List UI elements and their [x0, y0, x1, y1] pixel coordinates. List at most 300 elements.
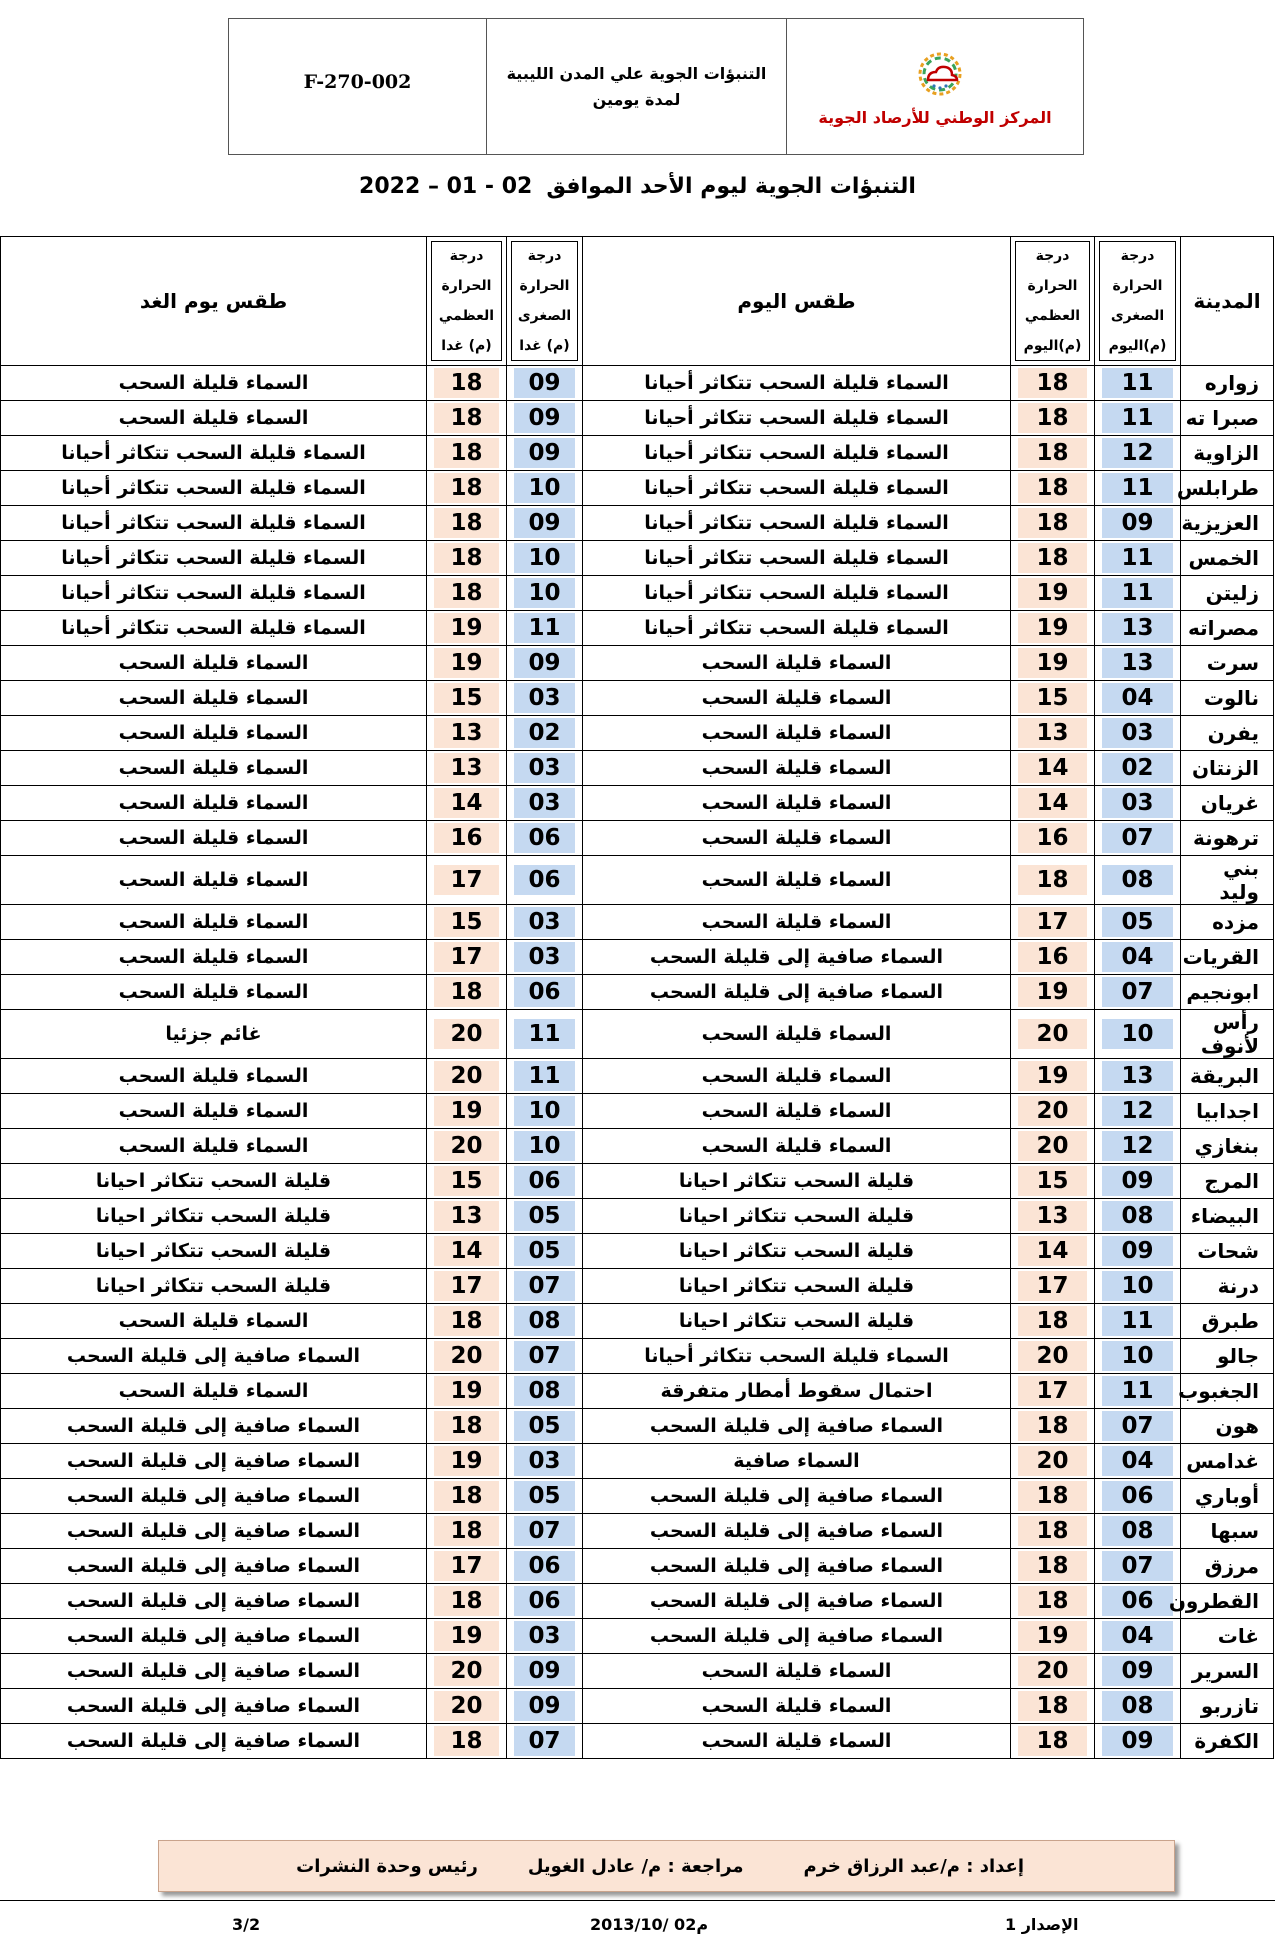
cell-min-today-value: 12	[1102, 438, 1173, 468]
cell-min-today	[1095, 1409, 1181, 1444]
cell-max-tomorrow	[427, 1549, 507, 1584]
cell-min-today-value: 02	[1102, 753, 1173, 783]
cell-min-today	[1095, 1199, 1181, 1234]
cell-max-today-value: 18	[1018, 865, 1087, 895]
organization-box	[787, 19, 1083, 154]
col-min-today	[1095, 237, 1181, 366]
cell-city: المرج	[1181, 1164, 1274, 1199]
cell-min-tomorrow	[507, 1339, 583, 1374]
cell-min-today	[1095, 576, 1181, 611]
cell-min-today-value: 07	[1102, 1551, 1173, 1581]
cell-min-tomorrow	[507, 975, 583, 1010]
col-label-part: الحرارة	[441, 278, 492, 294]
cell-weather-today: السماء صافية إلى قليلة السحب	[583, 1619, 1011, 1654]
cell-max-today	[1011, 646, 1095, 681]
cell-min-tomorrow-value: 05	[514, 1481, 575, 1511]
cell-min-today-value: 11	[1102, 543, 1173, 573]
cell-max-tomorrow	[427, 1619, 507, 1654]
cell-min-tomorrow	[507, 1269, 583, 1304]
cell-weather-tomorrow: غائم جزئيا	[1, 1010, 427, 1059]
cell-min-today-value: 04	[1102, 942, 1173, 972]
cell-min-today	[1095, 716, 1181, 751]
cell-min-tomorrow-value: 09	[514, 438, 575, 468]
cell-min-tomorrow	[507, 1304, 583, 1339]
cell-max-today	[1011, 1444, 1095, 1479]
cell-city: ابونجيم	[1181, 975, 1274, 1010]
cell-city: طبرق	[1181, 1304, 1274, 1339]
cell-max-today	[1011, 681, 1095, 716]
cell-min-today-value: 11	[1102, 403, 1173, 433]
bulletin-unit-head: رئيس وحدة النشرات	[296, 1855, 478, 1877]
cell-min-tomorrow-value: 02	[514, 718, 575, 748]
cell-min-tomorrow-value: 10	[514, 1131, 575, 1161]
cell-min-tomorrow-value: 09	[514, 1656, 575, 1686]
cell-max-today-value: 19	[1018, 1061, 1087, 1091]
table-row	[1, 1339, 1274, 1374]
cell-min-today-value: 10	[1102, 1341, 1173, 1371]
col-city: المدينة	[1181, 237, 1274, 366]
cell-weather-today: السماء صافية إلى قليلة السحب	[583, 1479, 1011, 1514]
cell-max-today	[1011, 366, 1095, 401]
doc-title-line2: لمدة يومين	[592, 89, 681, 109]
cell-weather-today: السماء قليلة السحب	[583, 786, 1011, 821]
cell-min-today-value: 13	[1102, 648, 1173, 678]
organization-name: المركز الوطني للأرصاد الجوية	[818, 108, 1052, 127]
col-label-part: درجة	[449, 248, 484, 264]
cell-weather-tomorrow: السماء قليلة السحب	[1, 975, 427, 1010]
cell-min-tomorrow	[507, 1164, 583, 1199]
cell-min-tomorrow-value: 03	[514, 683, 575, 713]
cell-max-tomorrow	[427, 1514, 507, 1549]
cell-max-tomorrow-value: 18	[434, 403, 499, 433]
page-footer	[0, 1900, 1275, 1941]
cell-min-tomorrow	[507, 611, 583, 646]
cell-max-today-value: 17	[1018, 1271, 1087, 1301]
cell-max-tomorrow	[427, 401, 507, 436]
table-row	[1, 366, 1274, 401]
cell-max-tomorrow	[427, 1479, 507, 1514]
cell-min-tomorrow-value: 05	[514, 1201, 575, 1231]
col-label-part: (م)اليوم	[1023, 338, 1082, 354]
cell-min-today-value: 09	[1102, 1166, 1173, 1196]
cell-city: مرزق	[1181, 1549, 1274, 1584]
table-row	[1, 471, 1274, 506]
cell-max-today	[1011, 1514, 1095, 1549]
cell-max-today	[1011, 436, 1095, 471]
cell-weather-tomorrow: السماء قليلة السحب	[1, 1129, 427, 1164]
table-row	[1, 401, 1274, 436]
cell-min-today-value: 11	[1102, 1306, 1173, 1336]
cell-max-tomorrow	[427, 1304, 507, 1339]
cell-weather-tomorrow: السماء قليلة السحب تتكاثر أحيانا	[1, 506, 427, 541]
col-label-part: درجة	[1120, 248, 1155, 264]
cell-min-today-value: 12	[1102, 1096, 1173, 1126]
cell-min-tomorrow	[507, 1010, 583, 1059]
cell-min-today	[1095, 1129, 1181, 1164]
cell-weather-today: قليلة السحب تتكاثر احيانا	[583, 1304, 1011, 1339]
cell-weather-today: السماء صافية إلى قليلة السحب	[583, 1409, 1011, 1444]
cell-max-today-value: 18	[1018, 1726, 1087, 1756]
cell-max-today-value: 18	[1018, 508, 1087, 538]
table-row	[1, 1059, 1274, 1094]
col-label-part: العظمي	[1024, 308, 1081, 324]
cell-city: ترهونة	[1181, 821, 1274, 856]
cell-max-tomorrow-value: 17	[434, 942, 499, 972]
cell-max-tomorrow	[427, 646, 507, 681]
reviewed-by: مراجعة : م/ عادل الغويل	[527, 1855, 744, 1877]
cell-max-tomorrow	[427, 366, 507, 401]
cell-max-tomorrow	[427, 506, 507, 541]
cell-min-tomorrow	[507, 1689, 583, 1724]
cell-min-today	[1095, 471, 1181, 506]
table-row	[1, 1514, 1274, 1549]
table-row	[1, 1549, 1274, 1584]
cell-min-tomorrow	[507, 681, 583, 716]
table-row	[1, 751, 1274, 786]
cell-max-today-value: 19	[1018, 1621, 1087, 1651]
table-row	[1, 905, 1274, 940]
cell-max-today-value: 15	[1018, 683, 1087, 713]
cell-weather-today: السماء قليلة السحب	[583, 646, 1011, 681]
cell-weather-today: السماء قليلة السحب	[583, 905, 1011, 940]
cell-city: شحات	[1181, 1234, 1274, 1269]
cell-max-today-value: 17	[1018, 907, 1087, 937]
cell-city: البيضاء	[1181, 1199, 1274, 1234]
cell-max-today	[1011, 471, 1095, 506]
table-row	[1, 1479, 1274, 1514]
col-label-part: العظمي	[438, 308, 495, 324]
cell-max-today	[1011, 975, 1095, 1010]
cell-min-today	[1095, 905, 1181, 940]
cell-min-tomorrow-value: 06	[514, 1166, 575, 1196]
table-row	[1, 506, 1274, 541]
cell-min-tomorrow-value: 03	[514, 1621, 575, 1651]
cell-max-tomorrow-value: 19	[434, 648, 499, 678]
cell-weather-today: السماء قليلة السحب	[583, 1724, 1011, 1759]
cell-max-tomorrow	[427, 471, 507, 506]
cell-min-tomorrow-value: 10	[514, 1096, 575, 1126]
cell-max-tomorrow-value: 14	[434, 1236, 499, 1266]
forecast-table	[0, 236, 1274, 1759]
cell-city: الخمس	[1181, 541, 1274, 576]
cell-max-tomorrow	[427, 1199, 507, 1234]
cell-min-today	[1095, 401, 1181, 436]
cell-max-tomorrow	[427, 1129, 507, 1164]
col-label-part: درجة	[527, 248, 562, 264]
cell-max-tomorrow	[427, 1059, 507, 1094]
cell-min-tomorrow-value: 07	[514, 1341, 575, 1371]
cell-max-today	[1011, 856, 1095, 905]
cell-weather-tomorrow: السماء قليلة السحب	[1, 786, 427, 821]
cell-min-tomorrow-value: 09	[514, 403, 575, 433]
cell-max-tomorrow-value: 14	[434, 788, 499, 818]
cell-min-today-value: 08	[1102, 865, 1173, 895]
cell-weather-today: السماء صافية إلى قليلة السحب	[583, 940, 1011, 975]
cell-min-today-value: 09	[1102, 508, 1173, 538]
table-row	[1, 1164, 1274, 1199]
table-row	[1, 1409, 1274, 1444]
cell-max-today-value: 16	[1018, 823, 1087, 853]
cell-min-tomorrow-value: 07	[514, 1271, 575, 1301]
cell-max-today	[1011, 940, 1095, 975]
cell-weather-today: السماء قليلة السحب تتكاثر أحيانا	[583, 366, 1011, 401]
cell-max-tomorrow-value: 20	[434, 1131, 499, 1161]
col-label-part: الصغرى	[517, 308, 572, 324]
cell-max-today	[1011, 1584, 1095, 1619]
cell-min-today-value: 04	[1102, 1446, 1173, 1476]
col-max-today	[1011, 237, 1095, 366]
col-min-tomorrow	[507, 237, 583, 366]
cell-max-tomorrow-value: 20	[434, 1691, 499, 1721]
cell-weather-tomorrow: السماء قليلة السحب	[1, 681, 427, 716]
cell-weather-today: السماء قليلة السحب تتكاثر أحيانا	[583, 576, 1011, 611]
cell-weather-tomorrow: السماء صافية إلى قليلة السحب	[1, 1444, 427, 1479]
cell-weather-today: قليلة السحب تتكاثر احيانا	[583, 1234, 1011, 1269]
cell-min-today-value: 08	[1102, 1691, 1173, 1721]
cell-max-tomorrow	[427, 576, 507, 611]
cloud-sun-logo-icon	[912, 52, 968, 98]
cell-max-today-value: 18	[1018, 1551, 1087, 1581]
cell-max-today-value: 17	[1018, 1376, 1087, 1406]
cell-min-today-value: 11	[1102, 578, 1173, 608]
cell-weather-today: السماء قليلة السحب	[583, 1689, 1011, 1724]
cell-max-tomorrow	[427, 905, 507, 940]
cell-weather-tomorrow: السماء قليلة السحب تتكاثر أحيانا	[1, 436, 427, 471]
cell-weather-tomorrow: السماء قليلة السحب	[1, 1059, 427, 1094]
cell-weather-tomorrow: السماء صافية إلى قليلة السحب	[1, 1514, 427, 1549]
cell-max-tomorrow	[427, 1584, 507, 1619]
cell-min-tomorrow-value: 06	[514, 977, 575, 1007]
cell-min-tomorrow	[507, 576, 583, 611]
table-row	[1, 786, 1274, 821]
cell-min-tomorrow-value: 05	[514, 1411, 575, 1441]
cell-min-tomorrow	[507, 1409, 583, 1444]
cell-min-tomorrow	[507, 1444, 583, 1479]
table-row	[1, 1304, 1274, 1339]
cell-max-today	[1011, 1199, 1095, 1234]
cell-max-today	[1011, 1339, 1095, 1374]
cell-min-today	[1095, 1234, 1181, 1269]
cell-max-tomorrow-value: 19	[434, 1621, 499, 1651]
cell-min-tomorrow-value: 06	[514, 823, 575, 853]
cell-min-today	[1095, 1010, 1181, 1059]
cell-max-tomorrow	[427, 1409, 507, 1444]
cell-max-today	[1011, 506, 1095, 541]
cell-min-today	[1095, 1269, 1181, 1304]
cell-weather-tomorrow: قليلة السحب تتكاثر احيانا	[1, 1164, 427, 1199]
cell-min-today	[1095, 1374, 1181, 1409]
cell-weather-today: قليلة السحب تتكاثر احيانا	[583, 1164, 1011, 1199]
cell-weather-today: السماء صافية إلى قليلة السحب	[583, 1514, 1011, 1549]
cell-max-today	[1011, 1234, 1095, 1269]
page-number: 3/2	[232, 1915, 261, 1934]
cell-max-today-value: 18	[1018, 1306, 1087, 1336]
cell-max-today	[1011, 1619, 1095, 1654]
cell-max-tomorrow	[427, 940, 507, 975]
cell-city: الزنتان	[1181, 751, 1274, 786]
cell-max-tomorrow-value: 15	[434, 907, 499, 937]
table-row	[1, 1234, 1274, 1269]
cell-city: غريان	[1181, 786, 1274, 821]
cell-max-today-value: 18	[1018, 1481, 1087, 1511]
cell-min-today-value: 13	[1102, 613, 1173, 643]
cell-max-tomorrow-value: 15	[434, 1166, 499, 1196]
cell-min-tomorrow-value: 08	[514, 1306, 575, 1336]
cell-max-tomorrow-value: 18	[434, 368, 499, 398]
cell-weather-today: السماء قليلة السحب تتكاثر أحيانا	[583, 471, 1011, 506]
cell-min-tomorrow-value: 09	[514, 368, 575, 398]
cell-max-today	[1011, 1479, 1095, 1514]
cell-max-today-value: 14	[1018, 753, 1087, 783]
cell-min-tomorrow	[507, 1234, 583, 1269]
cell-max-tomorrow	[427, 436, 507, 471]
cell-min-today	[1095, 436, 1181, 471]
cell-weather-today: السماء قليلة السحب	[583, 1010, 1011, 1059]
cell-min-today-value: 08	[1102, 1201, 1173, 1231]
cell-weather-today: السماء قليلة السحب تتكاثر أحيانا	[583, 436, 1011, 471]
cell-min-tomorrow	[507, 1059, 583, 1094]
signature-bar	[158, 1840, 1175, 1892]
cell-min-today-value: 13	[1102, 1061, 1173, 1091]
cell-min-tomorrow-value: 06	[514, 865, 575, 895]
cell-max-tomorrow-value: 18	[434, 977, 499, 1007]
cell-max-today	[1011, 1654, 1095, 1689]
cell-min-today-value: 12	[1102, 1131, 1173, 1161]
cell-min-today	[1095, 1689, 1181, 1724]
cell-min-tomorrow	[507, 940, 583, 975]
col-label-part: درجة	[1035, 248, 1070, 264]
cell-weather-tomorrow: السماء صافية إلى قليلة السحب	[1, 1549, 427, 1584]
cell-min-today	[1095, 1549, 1181, 1584]
cell-city: الكفرة	[1181, 1724, 1274, 1759]
cell-city: سرت	[1181, 646, 1274, 681]
cell-city: يفرن	[1181, 716, 1274, 751]
cell-weather-tomorrow: السماء قليلة السحب تتكاثر أحيانا	[1, 576, 427, 611]
cell-max-tomorrow-value: 15	[434, 683, 499, 713]
cell-weather-today: السماء صافية إلى قليلة السحب	[583, 1584, 1011, 1619]
page-title	[0, 174, 1275, 199]
cell-max-today-value: 13	[1018, 1201, 1087, 1231]
cell-min-tomorrow-value: 09	[514, 648, 575, 678]
cell-weather-tomorrow: السماء قليلة السحب	[1, 716, 427, 751]
cell-weather-tomorrow: السماء صافية إلى قليلة السحب	[1, 1689, 427, 1724]
cell-max-today-value: 18	[1018, 368, 1087, 398]
cell-max-today	[1011, 1304, 1095, 1339]
cell-weather-tomorrow: السماء قليلة السحب	[1, 1374, 427, 1409]
cell-weather-tomorrow: السماء قليلة السحب	[1, 821, 427, 856]
cell-min-today	[1095, 646, 1181, 681]
cell-max-tomorrow-value: 18	[434, 508, 499, 538]
cell-min-tomorrow-value: 03	[514, 753, 575, 783]
table-row	[1, 1584, 1274, 1619]
cell-max-today-value: 14	[1018, 1236, 1087, 1266]
cell-max-tomorrow-value: 20	[434, 1656, 499, 1686]
cell-city: الزاوية	[1181, 436, 1274, 471]
table-row	[1, 1094, 1274, 1129]
cell-max-today	[1011, 905, 1095, 940]
cell-min-today	[1095, 611, 1181, 646]
cell-max-today-value: 18	[1018, 438, 1087, 468]
cell-max-tomorrow	[427, 681, 507, 716]
cell-max-tomorrow-value: 20	[434, 1341, 499, 1371]
cell-min-tomorrow-value: 08	[514, 1376, 575, 1406]
cell-max-tomorrow	[427, 856, 507, 905]
cell-min-today-value: 05	[1102, 907, 1173, 937]
cell-min-today	[1095, 1514, 1181, 1549]
cell-max-tomorrow-value: 18	[434, 438, 499, 468]
cell-max-today-value: 18	[1018, 1411, 1087, 1441]
cell-city: صبرا ته	[1181, 401, 1274, 436]
cell-max-tomorrow	[427, 1269, 507, 1304]
cell-min-tomorrow	[507, 856, 583, 905]
col-label-part: الحرارة	[519, 278, 570, 294]
cell-min-tomorrow-value: 06	[514, 1586, 575, 1616]
cell-max-today-value: 15	[1018, 1166, 1087, 1196]
cell-min-today	[1095, 1059, 1181, 1094]
cell-weather-today: السماء قليلة السحب تتكاثر أحيانا	[583, 401, 1011, 436]
col-label-part: الحرارة	[1027, 278, 1078, 294]
cell-max-tomorrow	[427, 821, 507, 856]
cell-city: السرير	[1181, 1654, 1274, 1689]
cell-min-today	[1095, 1339, 1181, 1374]
cell-max-today-value: 18	[1018, 1586, 1087, 1616]
cell-max-today	[1011, 1269, 1095, 1304]
cell-city: مصراته	[1181, 611, 1274, 646]
cell-min-today	[1095, 1724, 1181, 1759]
cell-city: زليتن	[1181, 576, 1274, 611]
cell-city: رأس لأنوف	[1181, 1010, 1274, 1059]
cell-min-tomorrow-value: 10	[514, 578, 575, 608]
cell-min-tomorrow	[507, 786, 583, 821]
cell-max-tomorrow	[427, 1164, 507, 1199]
cell-weather-today: السماء قليلة السحب	[583, 856, 1011, 905]
cell-min-tomorrow-value: 03	[514, 788, 575, 818]
cell-min-tomorrow	[507, 1549, 583, 1584]
cell-city: البريقة	[1181, 1059, 1274, 1094]
cell-weather-today: السماء صافية إلى قليلة السحب	[583, 975, 1011, 1010]
table-row	[1, 1444, 1274, 1479]
cell-min-tomorrow-value: 11	[514, 613, 575, 643]
cell-max-today-value: 19	[1018, 977, 1087, 1007]
cell-max-tomorrow	[427, 541, 507, 576]
cell-min-tomorrow-value: 03	[514, 907, 575, 937]
cell-min-today-value: 03	[1102, 788, 1173, 818]
cell-city: أوباري	[1181, 1479, 1274, 1514]
cell-min-today	[1095, 541, 1181, 576]
cell-weather-today: قليلة السحب تتكاثر احيانا	[583, 1269, 1011, 1304]
cell-min-tomorrow-value: 10	[514, 543, 575, 573]
cell-max-tomorrow	[427, 1234, 507, 1269]
cell-city: طرابلس	[1181, 471, 1274, 506]
cell-min-today-value: 06	[1102, 1586, 1173, 1616]
cell-city: جالو	[1181, 1339, 1274, 1374]
cell-min-tomorrow	[507, 541, 583, 576]
cell-weather-today: السماء قليلة السحب	[583, 751, 1011, 786]
cell-max-tomorrow-value: 13	[434, 1201, 499, 1231]
cell-min-today	[1095, 506, 1181, 541]
cell-weather-tomorrow: السماء قليلة السحب	[1, 401, 427, 436]
cell-weather-tomorrow: السماء قليلة السحب	[1, 905, 427, 940]
cell-min-tomorrow-value: 03	[514, 942, 575, 972]
cell-max-tomorrow-value: 17	[434, 865, 499, 895]
cell-min-tomorrow-value: 05	[514, 1236, 575, 1266]
cell-max-today	[1011, 1374, 1095, 1409]
cell-min-tomorrow-value: 11	[514, 1061, 575, 1091]
cell-max-tomorrow	[427, 1689, 507, 1724]
cell-weather-today: احتمال سقوط أمطار متفرقة	[583, 1374, 1011, 1409]
table-row	[1, 1129, 1274, 1164]
table-row	[1, 975, 1274, 1010]
